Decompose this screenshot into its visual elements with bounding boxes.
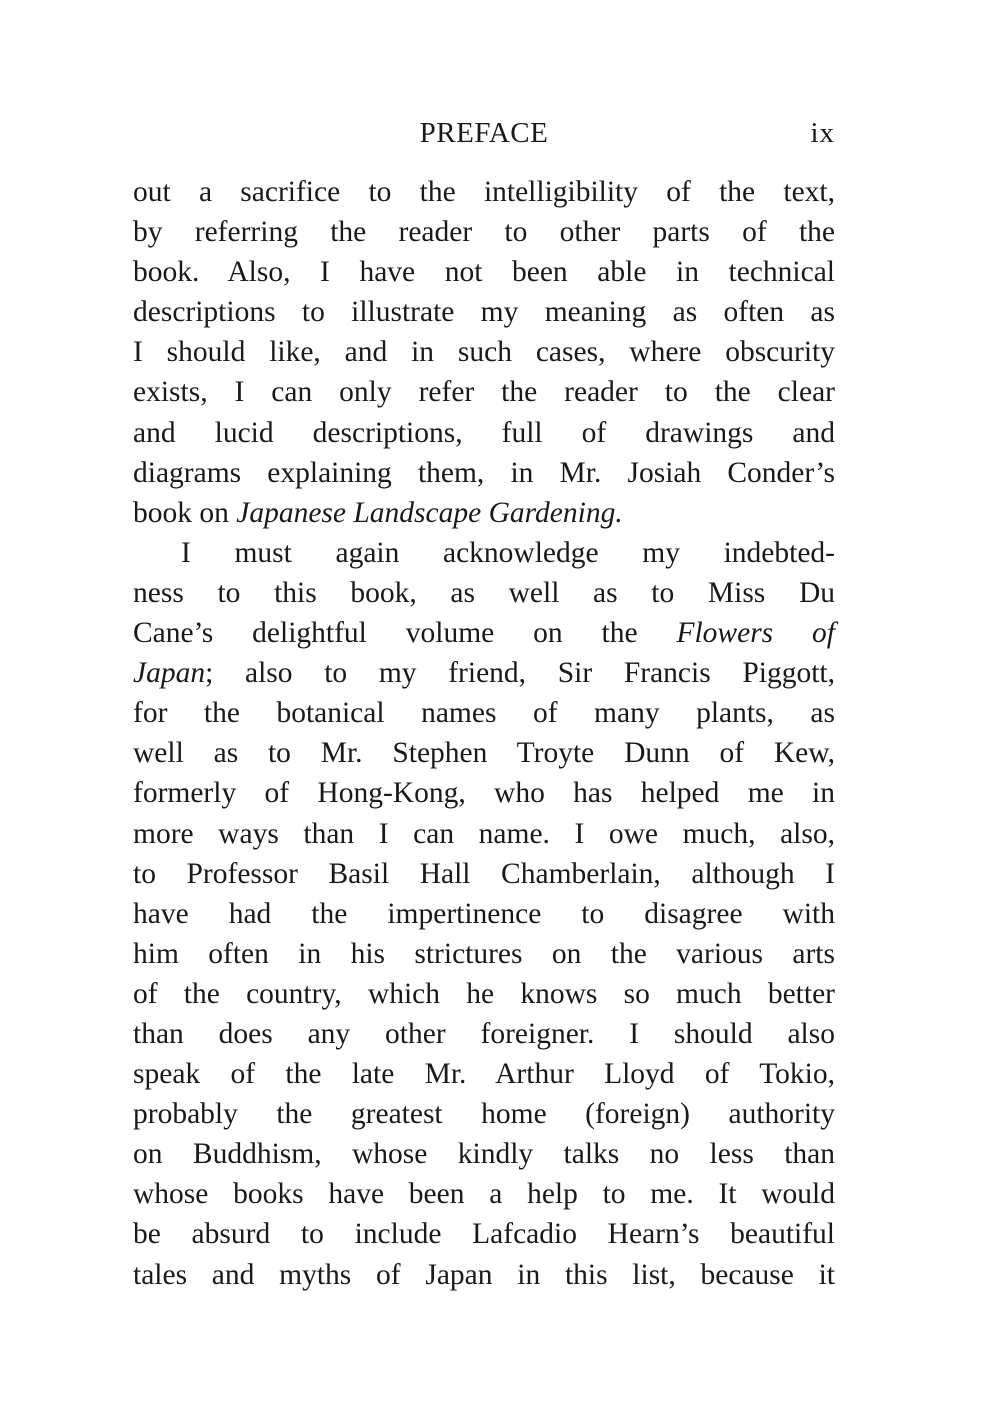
text-line: more ways than I can name. I owe much, also, [133, 817, 835, 850]
text-segment: Cane’s delightful volume on the [133, 617, 638, 650]
text-line: book. Also, I have not been able in technical [133, 256, 835, 289]
text-line [133, 613, 835, 653]
running-head [133, 113, 835, 153]
text-line: have had the impertinence to disagree with [133, 897, 835, 930]
text-line: on Buddhism, whose kindly talks no less than [133, 1138, 835, 1171]
text-line: of the country, which he knows so much better [133, 977, 835, 1010]
text-line: exists, I can only refer the reader to the clear [133, 376, 835, 409]
book-title: Japanese Landscape Gardening [236, 496, 616, 529]
punctuation: . [615, 496, 623, 529]
text-line: descriptions to illustrate my meaning as often as [133, 296, 835, 329]
text-line: diagrams explaining them, in Mr. Josiah Conder’s [133, 456, 835, 489]
text-line: out a sacrifice to the intelligibility of the text, [133, 176, 835, 208]
text-segment: book on [133, 496, 229, 529]
book-title: Japan [133, 657, 206, 690]
body-text [133, 172, 835, 1295]
book-title: Flowers of [676, 617, 835, 650]
text-line: by referring the reader to other parts of the [133, 216, 835, 249]
text-line: formerly of Hong-Kong, who has helped me in [133, 777, 835, 810]
page-title: PREFACE [419, 117, 549, 149]
page-number: ix [810, 117, 835, 149]
text-line: probably the greatest home (foreign) authority [133, 1098, 835, 1131]
text-line: to Professor Basil Hall Chamberlain, although I [133, 857, 835, 890]
text-line [133, 493, 835, 533]
text-line: him often in his strictures on the various arts [133, 937, 835, 970]
text-line: ness to this book, as well as to Miss Du [133, 576, 835, 609]
text-line: whose books have been a help to me. It would [133, 1178, 835, 1211]
text-line: than does any other foreigner. I should also [133, 1017, 835, 1050]
text-line: I should like, and in such cases, where obscurity [133, 336, 835, 369]
text-line [133, 653, 835, 693]
text-line: well as to Mr. Stephen Troyte Dunn of Kew, [133, 737, 835, 770]
text-line: speak of the late Mr. Arthur Lloyd of Tokio, [133, 1058, 835, 1091]
text-line: and lucid descriptions, full of drawings and [133, 416, 835, 449]
text-line: tales and myths of Japan in this list, because it [133, 1258, 835, 1291]
text-segment: ; also to my friend, Sir Francis Piggott, [205, 657, 835, 690]
text-line: I must again acknowledge my indebted- [181, 536, 835, 569]
text-line: for the botanical names of many plants, as [133, 697, 835, 730]
text-line: be absurd to include Lafcadio Hearn’s beautiful [133, 1218, 835, 1251]
